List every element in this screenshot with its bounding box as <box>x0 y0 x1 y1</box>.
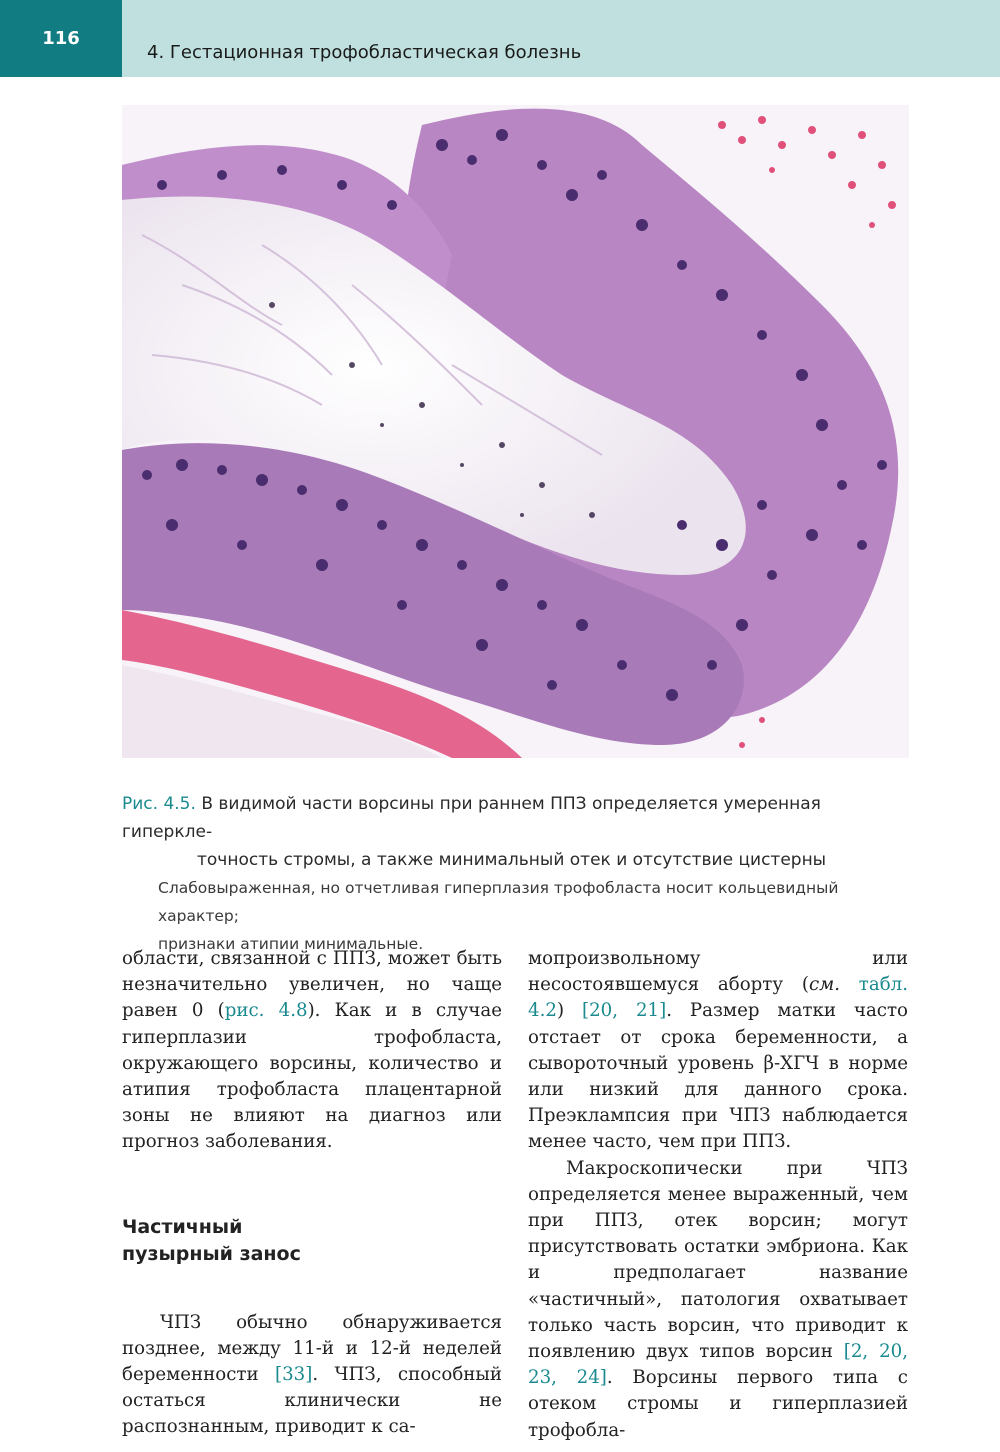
reference-link[interactable]: [33] <box>274 1364 313 1386</box>
histology-micrograph <box>122 105 909 758</box>
reference-link[interactable]: [20, 21] <box>581 1000 667 1022</box>
text: ЧПЗ обычно обнаруживается позднее, между 11-й и 12-й неделей беременности <box>122 1311 502 1386</box>
chapter-title: 4. Гестационная трофобластическая болезнь <box>147 42 582 63</box>
caption-line2: точность стромы, а также минимальный отек и отсутствие цистерны <box>197 850 827 870</box>
text: мопроизвольному или несостоявшемуся аборту ( <box>528 948 908 996</box>
text: . Размер матки часто отстает от срока беременности, а сывороточный уровень β-ХГЧ в норме или низкий для данного срока. Преэклампсия при ЧПЗ наблюдается менее часто, чем при ППЗ. <box>528 1000 908 1153</box>
heading-line-2: пузырный занос <box>122 1242 301 1265</box>
figure-link[interactable]: рис. 4.8 <box>224 1000 308 1022</box>
caption-note-1: Слабовыраженная, но отчетливая гиперплазия трофобласта носит кольцевидный характер; <box>158 879 839 925</box>
text: ). Как и в случае гиперплазии трофобласта, окружающего ворсины, количество и атипия трофобласта плацентарной зоны не влияют на диагноз или прогноз заболевания. <box>122 1000 503 1153</box>
see-note: см. <box>808 974 840 996</box>
text: ) <box>556 1000 582 1022</box>
text: . ЧПЗ, способный остаться клинически не распознанным, приводит к са- <box>122 1364 502 1438</box>
text: области, связанной с ППЗ, может быть незначительно увеличен, но чаще равен 0 ( <box>122 948 502 1022</box>
caption-note-2: признаки атипии минимальные. <box>158 935 424 953</box>
text: . Ворсины первого типа с отеком стромы и гиперплазией трофобла- <box>528 1367 908 1441</box>
caption-text-1: В видимой части ворсины при раннем ППЗ определяется умеренная гиперкле- <box>122 794 821 842</box>
paragraph-right-1 <box>528 946 908 1156</box>
reference-link[interactable]: [2, 20, 23, 24] <box>528 1341 908 1389</box>
left-column <box>122 946 502 1441</box>
table-link[interactable]: табл. 4.2 <box>528 974 908 1022</box>
paragraph-right-2 <box>528 1156 908 1444</box>
figure-label: Рис. 4.5. <box>122 794 196 814</box>
histology-figure <box>122 105 909 758</box>
text: Макроскопически при ЧПЗ определяется менее выраженный, чем при ППЗ, отек ворсин; могут присутствовать остатки эмбриона. Как и предполагает название «частичный», патология охватывает только часть ворсин, что приводит к появлению двух типов ворсин <box>528 1157 908 1363</box>
paragraph-left-1 <box>122 946 502 1156</box>
heading-line-1: Частичный <box>122 1215 243 1238</box>
caption-line1 <box>122 790 912 846</box>
figure-caption <box>122 790 912 958</box>
header-bar <box>0 0 1000 77</box>
section-heading <box>122 1214 502 1268</box>
right-column <box>528 946 908 1444</box>
paragraph-left-2 <box>122 1310 502 1441</box>
page-number: 116 <box>0 0 122 77</box>
